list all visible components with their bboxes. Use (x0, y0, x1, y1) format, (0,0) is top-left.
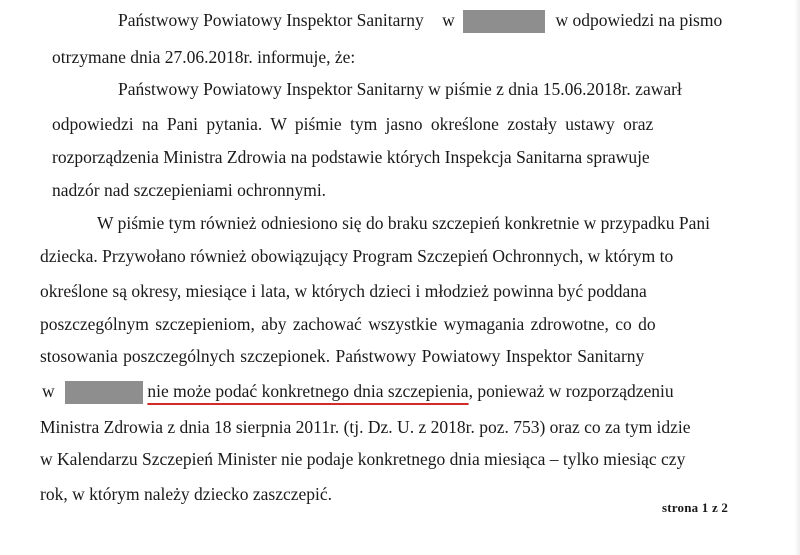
highlighted-statement: nie może podać konkretnego dnia szczepienia (147, 381, 469, 401)
paragraph-2-line-2: odpowiedzi na Pani pytania. W piśmie tym jasno określone zostały ustawy oraz (52, 114, 654, 134)
paragraph-3-line-6 (42, 380, 674, 404)
paragraph-3-line-7: Ministra Zdrowia z dnia 18 sierpnia 2011r. (tj. Dz. U. z 2018r. poz. 753) oraz co za tym idzie (40, 417, 691, 437)
inspector-title-text: Państwowy Powiatowy Inspektor Sanitarny (118, 10, 424, 30)
redacted-location-2 (65, 381, 143, 404)
scan-edge (794, 0, 800, 555)
paragraph-3-line-6-rest: , ponieważ w rozporządzeniu (468, 381, 674, 401)
paragraph-3-line-4: poszczególnym szczepieniom, aby zachować wszystkie wymagania zdrowotne, co do (40, 314, 656, 334)
paragraph-2-line-3: rozporządzenia Ministra Zdrowia na podstawie których Inspekcja Sanitarna sprawuje (52, 147, 650, 167)
paragraph-3-line-3: określone są okresy, miesiące i lata, w których dzieci i młodzież powinna być poddana (40, 281, 647, 301)
paragraph-2-line-4: nadzór nad szczepieniami ochronnymi. (52, 180, 327, 200)
paragraph-3-line-5: stosowania poszczególnych szczepionek. Państwowy Powiatowy Inspektor Sanitarny (40, 346, 645, 366)
paragraph-2-line-1-text: Państwowy Powiatowy Inspektor Sanitarny w piśmie z dnia 15.06.2018r. zawarł (118, 79, 682, 99)
paragraph-3-line-9: rok, w którym należy dziecko zaszczepić. (40, 484, 333, 504)
paragraph-3-line-8: w Kalendarzu Szczepień Minister nie podaje konkretnego dnia miesiąca – tylko miesiąc czy (40, 449, 686, 469)
paragraph-3-line-1: W piśmie tym również odniesiono się do braku szczepień konkretnie w przypadku Pani (97, 213, 710, 233)
preposition-w: w (442, 10, 455, 30)
page-number: strona 1 z 2 (662, 500, 729, 515)
preposition-w-2: w (42, 381, 55, 401)
paragraph-1-line-1 (118, 9, 722, 33)
redacted-location (463, 10, 545, 33)
paragraph-3-line-2: dziecka. Przywołano również obowiązujący Program Szczepień Ochronnych, w którym to (40, 246, 674, 266)
reply-text: w odpowiedzi na pismo (555, 10, 723, 30)
paragraph-1-line-2: otrzymane dnia 27.06.2018r. informuje, że: (52, 47, 356, 67)
paragraph-2-line-1 (118, 78, 735, 100)
